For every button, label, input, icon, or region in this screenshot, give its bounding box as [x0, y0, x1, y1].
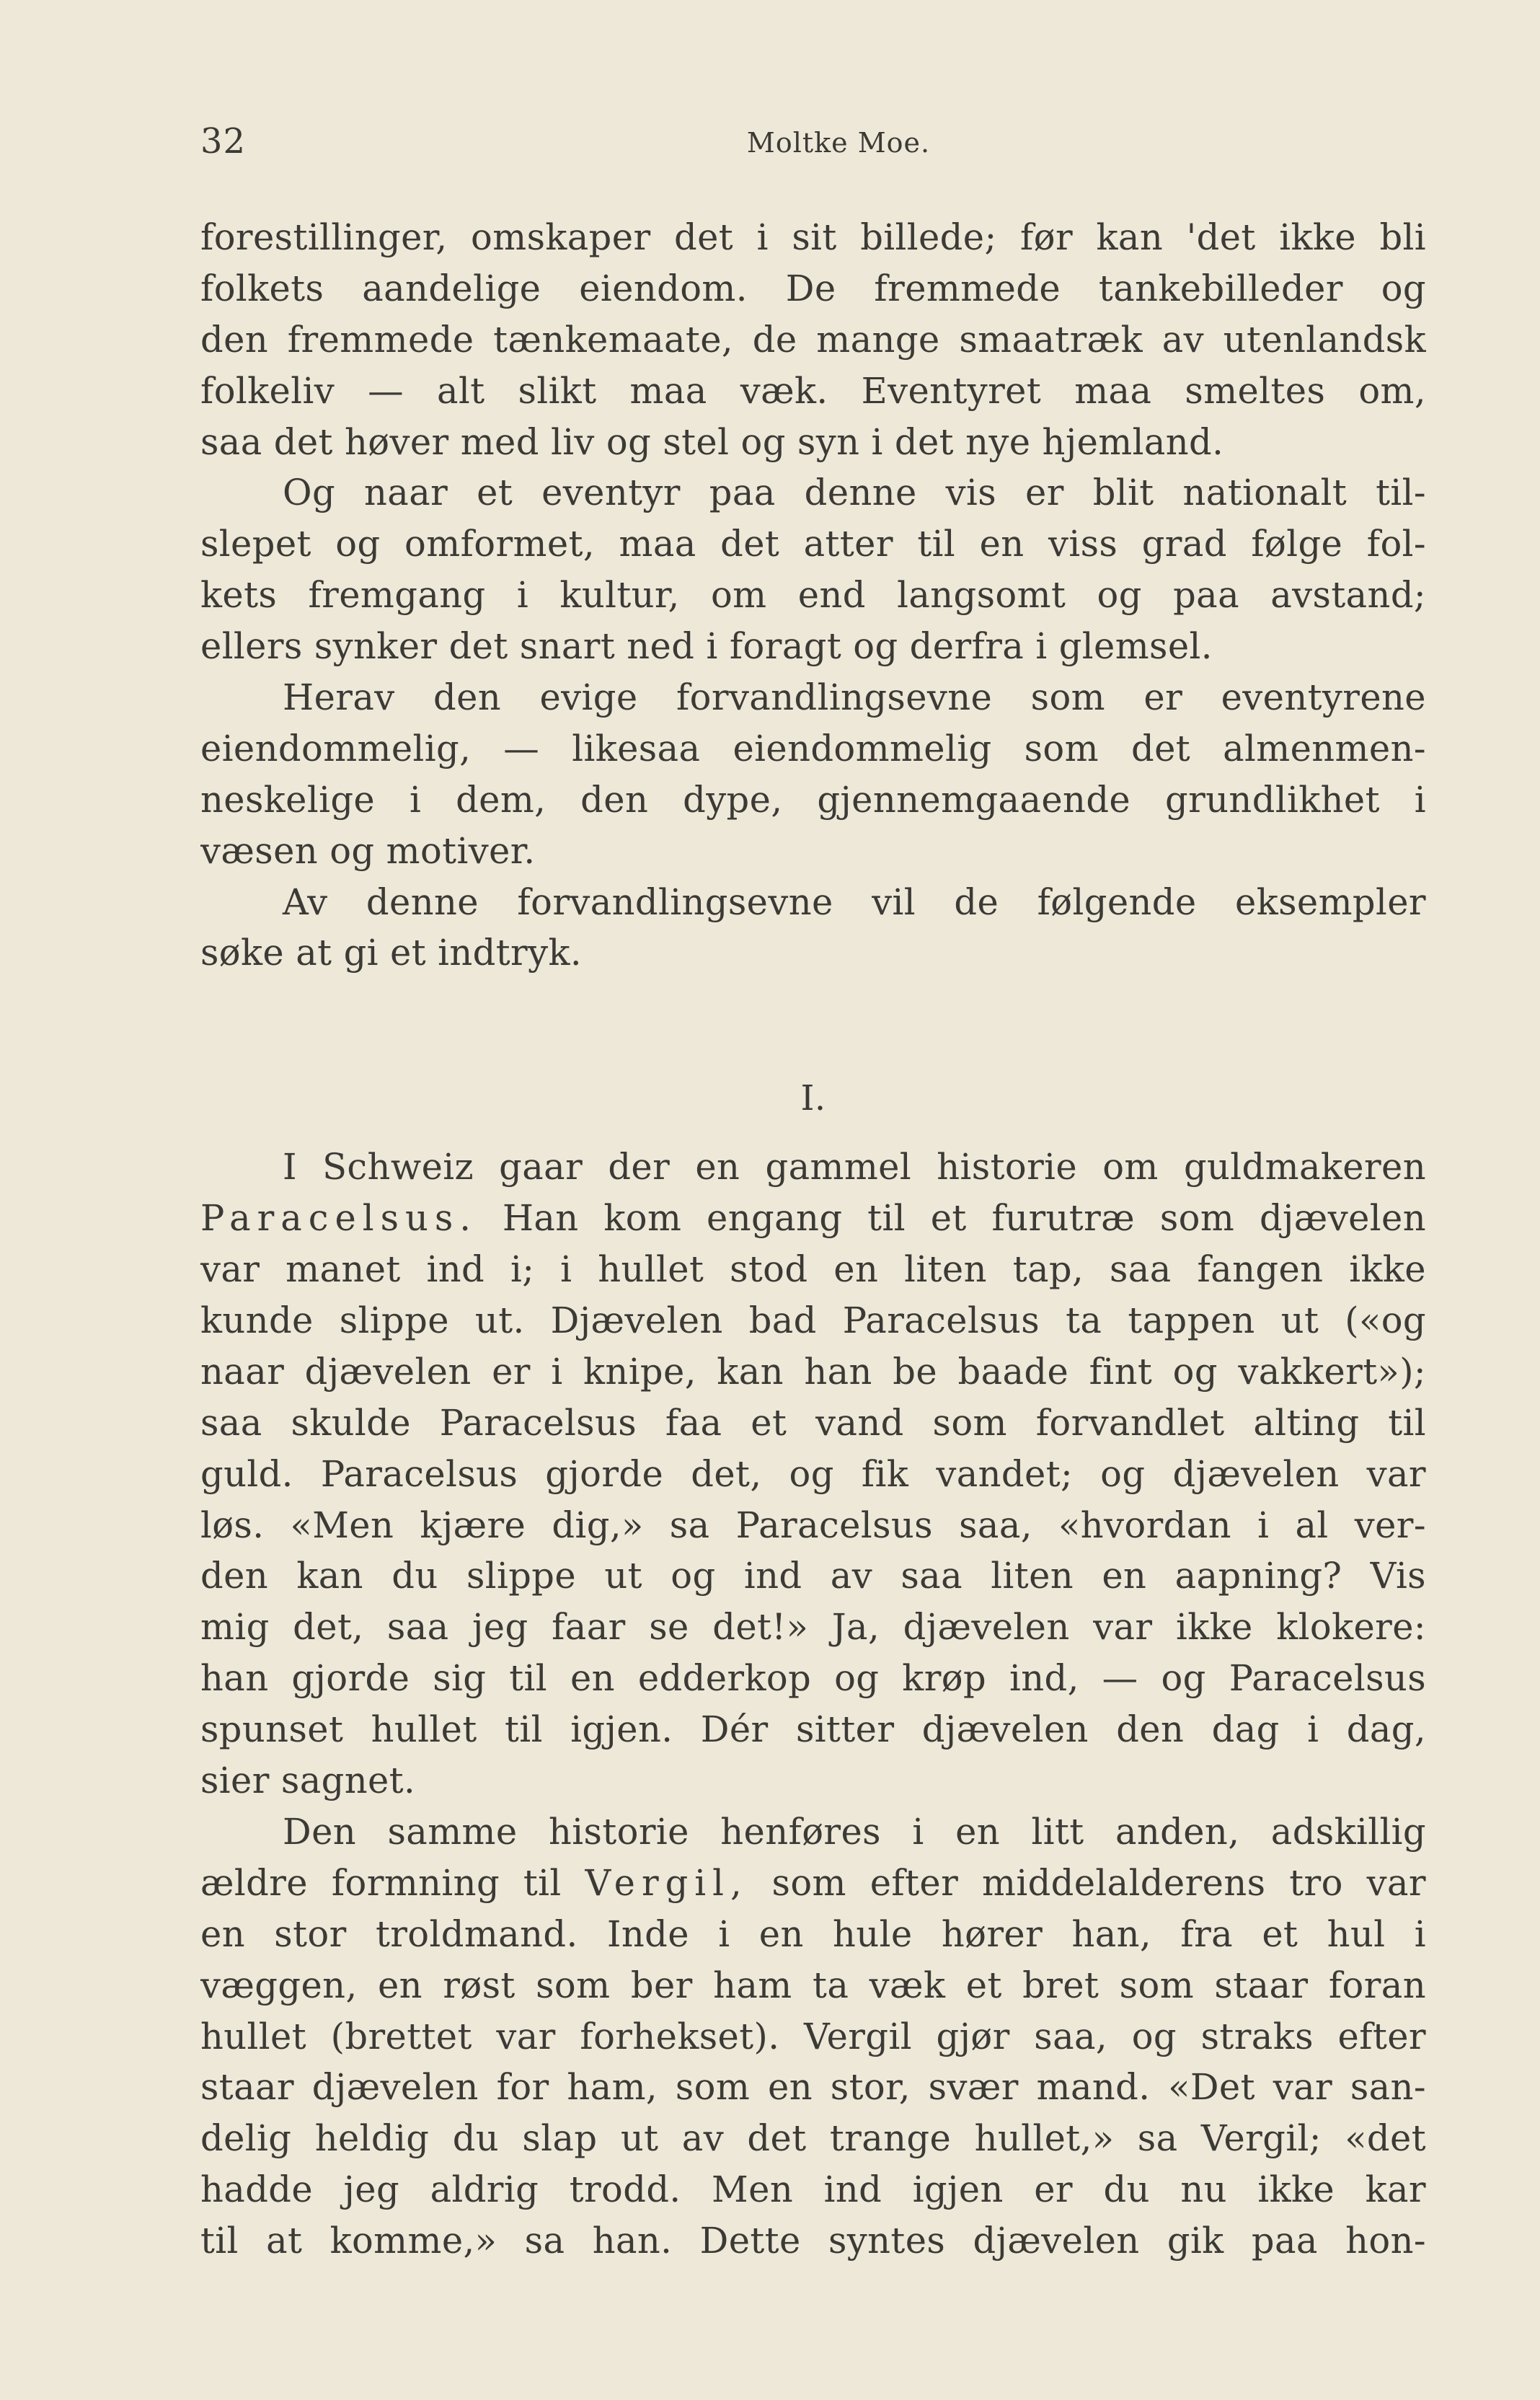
text-line: den fremmede tænkemaate, de mange smaatræk av utenlandsk — [200, 318, 1426, 361]
text-line: Herav den evige forvandlingsevne som er eventyrene — [283, 676, 1426, 719]
text-line: en stor troldmand. Inde i en hule hører han, fra et hul i — [200, 1912, 1426, 1955]
running-head: Moltke Moe. — [746, 127, 931, 159]
text-line: løs. «Men kjære dig,» sa Paracelsus saa, «hvordan i al ver- — [200, 1504, 1426, 1546]
name-vergil: Vergil, — [585, 1861, 748, 1904]
text-line: søke at gi et indtryk. — [200, 932, 582, 974]
text-line: var manet ind i; i hullet stod en liten tap, saa fangen ikke — [200, 1248, 1426, 1291]
text-line — [200, 1193, 1426, 1244]
text-line: hullet (brettet var forhekset). Vergil gjør saa, og straks efter — [200, 2015, 1426, 2057]
text-line: han gjorde sig til en edderkop og krøp ind, — og Paracelsus — [200, 1657, 1426, 1700]
page-header — [200, 121, 1426, 179]
name-paracelsus: Paracelsus. — [200, 1197, 478, 1240]
text-line: slepet og omformet, maa det atter til en viss grad følge fol- — [200, 523, 1426, 565]
text-line: væggen, en røst som ber ham ta væk et bret som staar foran — [200, 1964, 1426, 2006]
text-line: kets fremgang i kultur, om end langsomt og paa avstand; — [200, 574, 1426, 617]
text-line: Den samme historie henføres i en litt anden, adskillig — [283, 1810, 1426, 1853]
text-line: forestillinger, omskaper det i sit billede; før kan 'det ikke bli — [200, 216, 1426, 258]
text-line: kunde slippe ut. Djævelen bad Paracelsus ta tappen ut («og — [200, 1300, 1426, 1342]
text-line: neskelige i dem, den dype, gjennemgaaende grundlikhet i — [200, 778, 1426, 821]
text-line: folkeliv — alt slikt maa væk. Eventyret maa smeltes om, — [200, 369, 1426, 412]
text-fragment: Han kom engang til et furutræ som djævelen — [477, 1197, 1426, 1240]
text-line: delig heldig du slap ut av det trange hullet,» sa Vergil; «det — [200, 2117, 1426, 2160]
text-line: I Schweiz gaar der en gammel historie om guldmakeren — [283, 1146, 1426, 1188]
page-number: 32 — [200, 121, 247, 162]
text-line: sier sagnet. — [200, 1760, 416, 1802]
text-line: mig det, saa jeg faar se det!» Ja, djævelen var ikke klokere: — [200, 1606, 1426, 1649]
text-line: spunset hullet til igjen. Dér sitter djævelen den dag i dag, — [200, 1708, 1426, 1751]
text-line: ellers synker det snart ned i foragt og derfra i glemsel. — [200, 625, 1213, 668]
text-line: saa det høver med liv og stel og syn i det nye hjemland. — [200, 420, 1224, 463]
text-line: guld. Paracelsus gjorde det, og fik vandet; og djævelen var — [200, 1452, 1426, 1495]
text-line: saa skulde Paracelsus faa et vand som forvandlet alting til — [200, 1401, 1426, 1444]
text-line: folkets aandelige eiendom. De fremmede tankebilleder og — [200, 267, 1426, 309]
text-fragment: som efter middelalderens tro var — [748, 1861, 1426, 1904]
text-line: Og naar et eventyr paa denne vis er blit nationalt til- — [283, 472, 1426, 514]
text-line: eiendommelig, — likesaa eiendommelig som det almenmen- — [200, 727, 1426, 769]
text-fragment: ældre formning til — [200, 1861, 585, 1904]
body-text — [200, 212, 1426, 2267]
section-break — [200, 979, 1426, 1142]
text-line — [200, 1858, 1426, 1909]
text-line: den kan du slippe ut og ind av saa liten en aapning? Vis — [200, 1555, 1426, 1597]
text-line: til at komme,» sa han. Dette syntes djævelen gik paa hon- — [200, 2220, 1426, 2262]
text-line: naar djævelen er i knipe, kan han be baade fint og vakkert»); — [200, 1350, 1426, 1393]
text-line: hadde jeg aldrig trodd. Men ind igjen er du nu ikke kar — [200, 2169, 1426, 2211]
text-line: staar djævelen for ham, som en stor, svær mand. «Det var san- — [200, 2066, 1426, 2109]
section-number: I. — [800, 1078, 826, 1119]
text-line: væsen og motiver. — [200, 829, 536, 872]
text-line: Av denne forvandlingsevne vil de følgende eksempler — [283, 881, 1426, 923]
